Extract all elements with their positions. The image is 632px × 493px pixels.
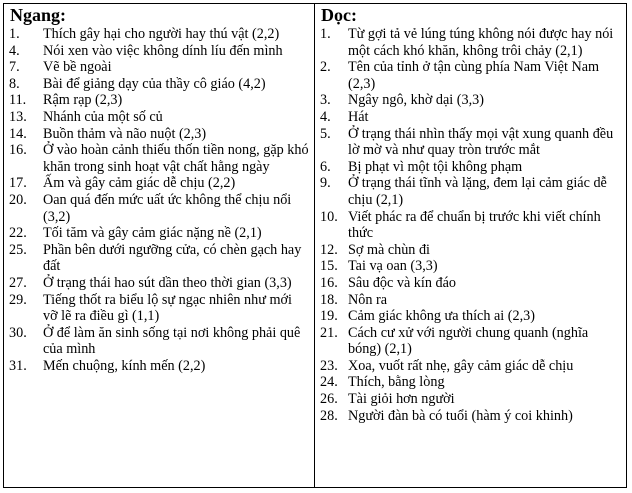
across-clue-number: 17 . xyxy=(9,175,43,192)
down-clue xyxy=(320,275,626,292)
across-clue-number: 16 . xyxy=(9,142,43,175)
down-clue-text: Sợ mà chùn đi xyxy=(348,241,430,258)
down-clue xyxy=(320,92,626,109)
down-clue-number: 2 . xyxy=(320,59,348,92)
across-clue-number: 22 . xyxy=(9,225,43,242)
across-clue-number: 27 . xyxy=(9,275,43,292)
across-column xyxy=(4,4,315,487)
down-clue-number: 6 . xyxy=(320,159,348,176)
across-clue-text: Bài để giảng dạy của thầy cô giáo (4,2) xyxy=(43,75,266,92)
across-clue xyxy=(9,76,314,93)
across-clue xyxy=(9,43,314,60)
across-clue xyxy=(9,142,314,175)
across-clue-number: 31 . xyxy=(9,358,43,375)
across-clue-number: 4 . xyxy=(9,43,43,60)
across-clue xyxy=(9,292,314,325)
across-clue xyxy=(9,175,314,192)
down-clue xyxy=(320,159,626,176)
down-clue-text: Viết phác ra để chuẩn bị trước khi viết chính thức xyxy=(348,208,601,242)
across-clue-text: Thích gây hại cho người hay thú vật (2,2) xyxy=(43,26,280,42)
down-clue-number: 9 . xyxy=(320,175,348,208)
down-clue-text: Ở trạng thái tĩnh và lặng, đem lại cảm giác dễ chịu (2,1) xyxy=(348,175,607,208)
across-clue xyxy=(9,59,314,76)
down-clue-text: Cách cư xử với người chung quanh (nghĩa bóng) (2,1) xyxy=(348,324,589,358)
down-clue-number: 10 . xyxy=(320,209,348,242)
across-clue-text: Nói xen vào việc không dính líu đến mình xyxy=(43,42,283,59)
across-clue-number: 25 . xyxy=(9,242,43,275)
across-clue xyxy=(9,126,314,143)
across-clue-text: Rậm rạp (2,3) xyxy=(43,92,123,109)
down-clue-number: 19 . xyxy=(320,308,348,325)
across-clue-text: Ở vào hoàn cảnh thiếu thốn tiền nong, gặp khó khăn trong sinh hoạt vật chất hằng ngày xyxy=(43,142,309,175)
down-clue xyxy=(320,109,626,126)
down-clue-text: Cảm giác không ưa thích ai (2,3) xyxy=(348,308,535,325)
down-clue-number: 21 . xyxy=(320,325,348,358)
down-clue xyxy=(320,308,626,325)
down-clue-number: 28 . xyxy=(320,408,348,425)
down-clue-text: Tai vạ oan (3,3) xyxy=(348,258,438,275)
down-clue xyxy=(320,325,626,358)
down-clue-text: Hát xyxy=(348,108,369,125)
across-clue-number: 20 . xyxy=(9,192,43,225)
across-clue-text: Phần bên dưới ngưỡng cửa, có chèn gạch hay đất xyxy=(43,241,302,275)
down-clue-text: Từ gợi tả vẻ lúng túng không nói được hay nói một cách khó khăn, không trôi chảy (2,1) xyxy=(348,26,614,59)
down-clue-text: Ngây ngô, khờ dại (3,3) xyxy=(348,92,484,109)
across-clue xyxy=(9,325,314,358)
down-clue-number: 26 . xyxy=(320,391,348,408)
down-column xyxy=(315,4,626,487)
down-clue-text: Người đàn bà có tuổi (hàm ý coi khinh) xyxy=(348,407,573,424)
down-clue-number: 4 . xyxy=(320,109,348,126)
across-clue-text: Ấm và gây cảm giác dễ chịu (2,2) xyxy=(43,175,236,192)
down-clue-text: Ở trạng thái nhìn thấy mọi vật xung quanh đều lờ mờ và như quay tròn trước mắt xyxy=(348,125,614,159)
down-clue-number: 18 . xyxy=(320,292,348,309)
down-clue xyxy=(320,374,626,391)
across-clue xyxy=(9,192,314,225)
down-clue xyxy=(320,391,626,408)
across-clue-text: Ở để làm ăn sinh sống tại nơi không phải quê của mình xyxy=(43,324,301,358)
across-clue-list xyxy=(9,26,314,374)
across-clue-text: Tối tăm và gây cảm giác nặng nề (2,1) xyxy=(43,225,262,242)
across-clue xyxy=(9,275,314,292)
across-clue-text: Oan quá đến mức uất ức không thể chịu nổi (3,2) xyxy=(43,191,292,225)
down-clue xyxy=(320,59,626,92)
across-clue-number: 14 . xyxy=(9,126,43,143)
down-clue-text: Xoa, vuốt rất nhẹ, gây cảm giác dễ chịu xyxy=(348,357,574,374)
down-clue-text: Bị phạt vì một tội không phạm xyxy=(348,158,523,175)
across-clue-text: Nhánh của một số củ xyxy=(43,108,163,125)
down-clue-number: 1 . xyxy=(320,26,348,59)
across-heading: Ngang: xyxy=(10,5,67,25)
down-clue xyxy=(320,26,626,59)
down-clue-number: 24 . xyxy=(320,374,348,391)
across-clue-text: Tiếng thốt ra biểu lộ sự ngạc nhiên như mới vỡ lẽ ra điều gì (1,1) xyxy=(43,291,292,325)
across-clue-number: 13 . xyxy=(9,109,43,126)
down-clue-number: 15 . xyxy=(320,258,348,275)
across-clue xyxy=(9,92,314,109)
down-clue-number: 12 . xyxy=(320,242,348,259)
crossword-clues-table xyxy=(3,3,627,488)
down-clue xyxy=(320,358,626,375)
down-clue xyxy=(320,292,626,309)
across-clue-number: 11 . xyxy=(9,92,43,109)
across-clue-text: Mến chuộng, kính mến (2,2) xyxy=(43,357,206,374)
across-clue xyxy=(9,225,314,242)
across-clue-number: 1 . xyxy=(9,26,43,43)
across-clue xyxy=(9,109,314,126)
down-clue-number: 16 . xyxy=(320,275,348,292)
down-clue-text: Sâu độc và kín đáo xyxy=(348,274,456,291)
across-clue-number: 8 . xyxy=(9,76,43,93)
across-clue-number: 29 . xyxy=(9,292,43,325)
down-heading: Dọc: xyxy=(321,5,357,25)
down-clue-number: 23 . xyxy=(320,358,348,375)
down-clue-number: 3 . xyxy=(320,92,348,109)
across-clue-text: Vẽ bề ngoài xyxy=(43,59,112,76)
across-clue-number: 30 . xyxy=(9,325,43,358)
across-clue-number: 7 . xyxy=(9,59,43,76)
down-clue-list xyxy=(320,26,626,424)
down-clue xyxy=(320,175,626,208)
across-clue xyxy=(9,358,314,375)
down-clue xyxy=(320,258,626,275)
down-clue-text: Tài giỏi hơn người xyxy=(348,391,455,408)
down-clue xyxy=(320,242,626,259)
down-clue-number: 5 . xyxy=(320,126,348,159)
across-clue xyxy=(9,26,314,43)
across-clue-text: Buồn thảm và não nuột (2,3) xyxy=(43,125,207,142)
down-clue xyxy=(320,408,626,425)
down-clue-text: Nôn ra xyxy=(348,291,388,308)
down-clue xyxy=(320,209,626,242)
down-clue-text: Thích, bằng lòng xyxy=(348,374,445,391)
down-clue xyxy=(320,126,626,159)
down-clue-text: Tên của tỉnh ở tận cùng phía Nam Việt Nam (2,3) xyxy=(348,59,600,92)
across-clue-text: Ở trạng thái hao sút dần theo thời gian (3,3) xyxy=(43,274,292,291)
across-clue xyxy=(9,242,314,275)
